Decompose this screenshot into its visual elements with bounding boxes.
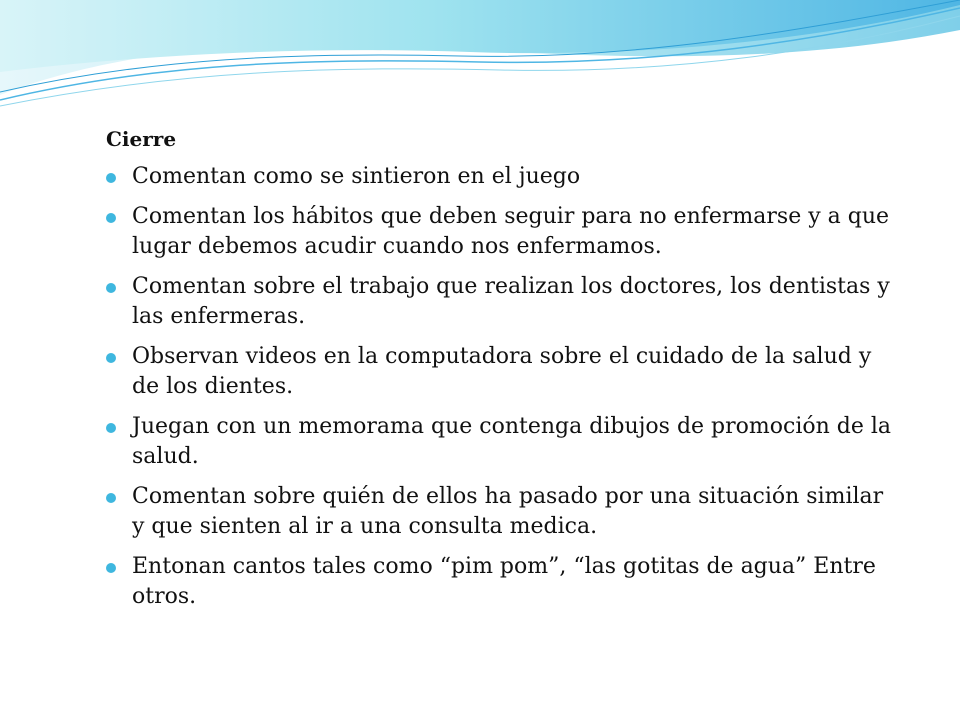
bullet-item [106,552,896,612]
bullet-item [106,202,896,262]
bullet-text: Comentan sobre el trabajo que realizan los doctores, los dentistas y las enfermeras. [132,274,890,329]
bullet-text: Comentan como se sintieron en el juego [132,164,581,189]
decorative-wave-header [0,0,960,120]
bullet-text: Juegan con un memorama que contenga dibujos de promoción de la salud. [132,414,892,469]
bullet-item [106,342,896,402]
bullet-dot-icon [106,493,116,503]
slide-body [106,126,896,622]
bullet-text: Comentan sobre quién de ellos ha pasado por una situación similar y que sienten al ir a una consulta medica. [132,484,884,539]
bullet-dot-icon [106,423,116,433]
bullet-dot-icon [106,563,116,573]
bullet-dot-icon [106,213,116,223]
bullet-text: Observan videos en la computadora sobre el cuidado de la salud y de los dientes. [132,344,872,399]
bullet-item [106,272,896,332]
bullet-text: Entonan cantos tales como “pim pom”, “las gotitas de agua” Entre otros. [132,554,876,609]
bullet-dot-icon [106,173,116,183]
bullet-dot-icon [106,283,116,293]
bullet-dot-icon [106,353,116,363]
bullet-text: Comentan los hábitos que deben seguir para no enfermarse y a que lugar debemos acudir cuando nos enfermamos. [132,204,890,259]
bullet-list [106,162,896,612]
bullet-item [106,482,896,542]
bullet-item [106,412,896,472]
slide-heading: Cierre [106,127,177,151]
bullet-item [106,162,896,192]
